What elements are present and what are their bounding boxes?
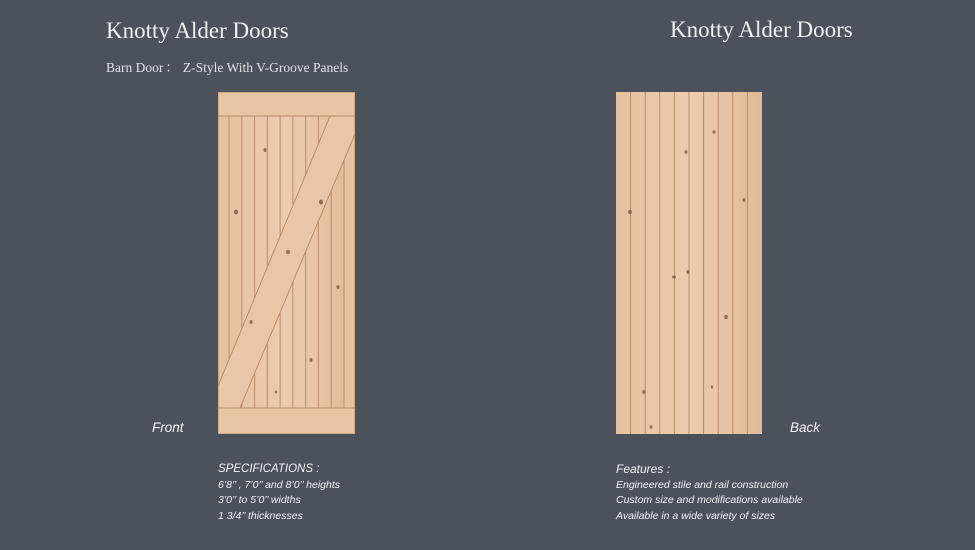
wood-knot xyxy=(250,320,253,324)
wood-knot xyxy=(643,390,646,394)
wood-knot xyxy=(687,270,690,274)
door-back-image xyxy=(616,92,762,434)
wood-knot xyxy=(628,210,632,214)
wood-knot xyxy=(672,276,676,279)
door-label-back: Back xyxy=(790,420,821,435)
spec-item: 6’8’’ , 7’0’’ and 8’0’’ heights xyxy=(218,478,341,491)
features-heading: Features : xyxy=(616,462,671,476)
subtitle-style: Z-Style With V-Groove Panels xyxy=(182,60,349,75)
feature-item: Available in a wide variety of sizes xyxy=(616,509,776,522)
feature-item: Custom size and modifications available xyxy=(616,494,803,506)
wood-knot xyxy=(337,285,340,289)
wood-knot xyxy=(650,425,653,429)
feature-item: Engineered stile and rail construction xyxy=(616,478,789,491)
wood-knot xyxy=(310,358,313,362)
door-front-image xyxy=(218,92,355,434)
specifications-heading: SPECIFICATIONS : xyxy=(218,463,320,475)
wood-knot xyxy=(743,198,746,202)
wood-knot xyxy=(275,391,277,394)
wood-knot xyxy=(319,200,323,205)
door-front-bottom-rail xyxy=(218,408,355,434)
title-left: Knotty Alder Doors xyxy=(106,18,289,43)
wood-knot xyxy=(264,148,267,152)
door-label-front: Front xyxy=(152,420,184,435)
wood-knot xyxy=(711,385,713,388)
features-block xyxy=(616,462,803,524)
specifications-block xyxy=(218,462,340,524)
title-right: Knotty Alder Doors xyxy=(670,17,853,42)
subtitle xyxy=(106,56,348,76)
spec-item: 1 3/4’’ thicknesses xyxy=(218,509,303,522)
spec-item: 3’0’’ to 5’0’’ widths xyxy=(218,494,301,506)
door-front-right-stile xyxy=(344,116,355,408)
subtitle-separator: ： xyxy=(165,60,179,75)
wood-knot xyxy=(685,150,688,154)
wood-knot xyxy=(286,250,290,254)
wood-knot xyxy=(234,210,238,215)
wood-knot xyxy=(713,130,716,134)
wood-knot xyxy=(724,315,728,319)
door-front-top-rail xyxy=(218,92,355,116)
subtitle-prefix: Barn Door xyxy=(106,60,164,75)
